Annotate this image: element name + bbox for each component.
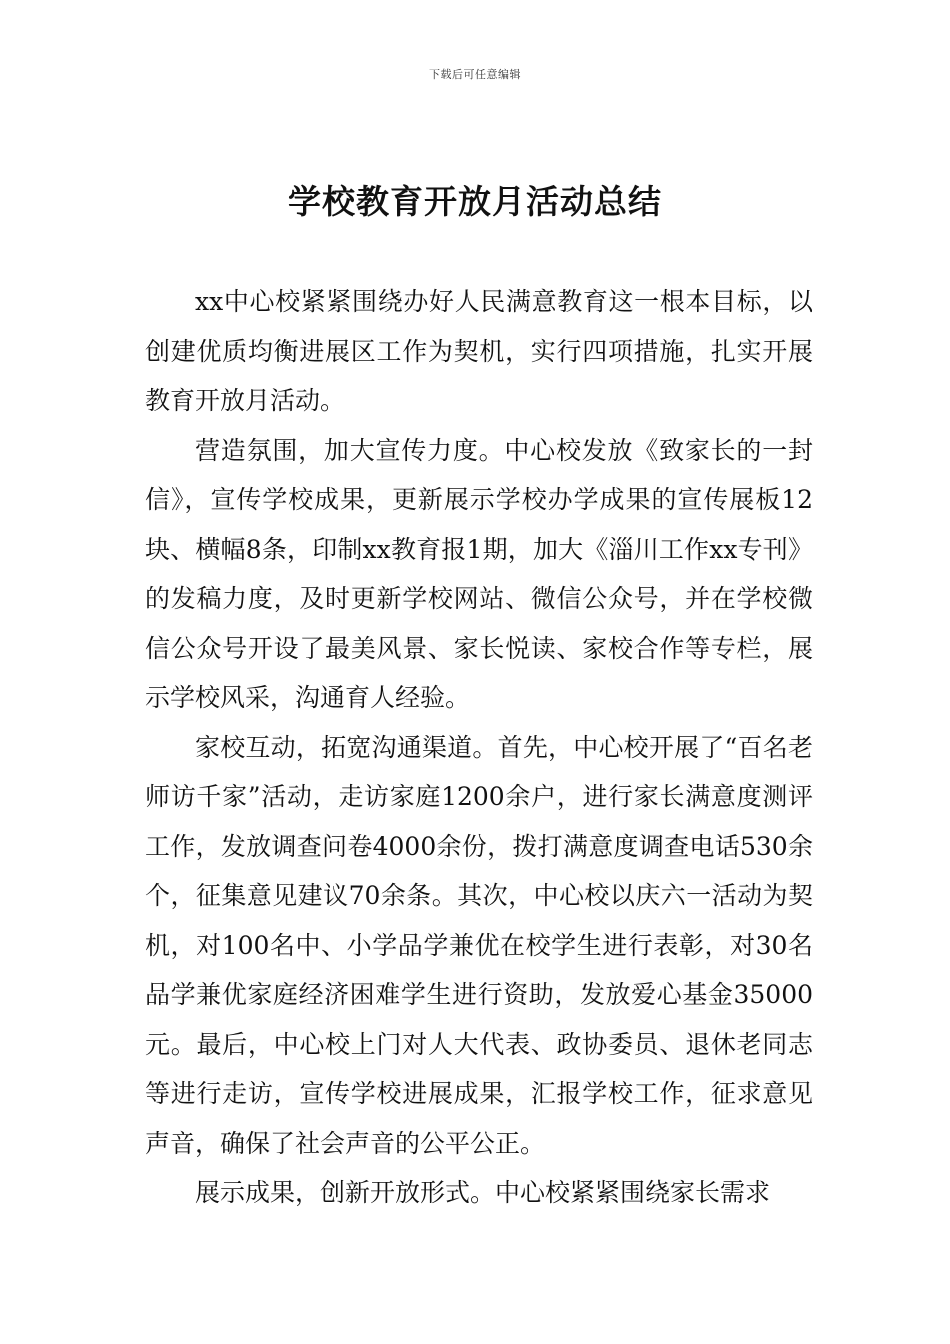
header-note: 下载后可任意编辑 bbox=[429, 68, 521, 81]
paragraph-home-school: 家校互动，拓宽沟通渠道。首先，中心校开展了“百名老师访千家”活动，走访家庭1200余户，进行家长满意度测评工作，发放调查问卷4000余份，拨打满意度调查电话530余个，征集意见建议70余条。其次，中心校以庆六一活动为契机，对100名中、小学品学兼优在校学生进行表彰，对30名品学兼优家庭经济困难学生进行资助，发放爱心基金35000元。最后，中心校上门对人大代表、政协委员、退休老同志等进行走访，宣传学校进展成果，汇报学校工作，征求意见声音，确保了社会声音的公平公正。 bbox=[145, 732, 813, 1158]
paragraph-intro: xx中心校紧紧围绕办好人民满意教育这一根本目标，以创建优质均衡进展区工作为契机，实行四项措施，扎实开展教育开放月活动。 bbox=[145, 287, 813, 415]
paragraph-publicity: 营造氛围，加大宣传力度。中心校发放《致家长的一封信》，宣传学校成果，更新展示学校办学成果的宣传展板12块、横幅8条，印制xx教育报1期，加大《淄川工作xx专刊》的发稿力度，及时更新学校网站、微信公众号，并在学校微信公众号开设了最美风景、家长悦读、家校合作等专栏，展示学校风采，沟通育人经验。 bbox=[145, 435, 813, 712]
document-body bbox=[145, 277, 813, 1218]
document-title: 学校教育开放月活动总结 bbox=[288, 182, 662, 221]
paragraph-showcase: 展示成果，创新开放形式。中心校紧紧围绕家长需求 bbox=[195, 1178, 771, 1207]
